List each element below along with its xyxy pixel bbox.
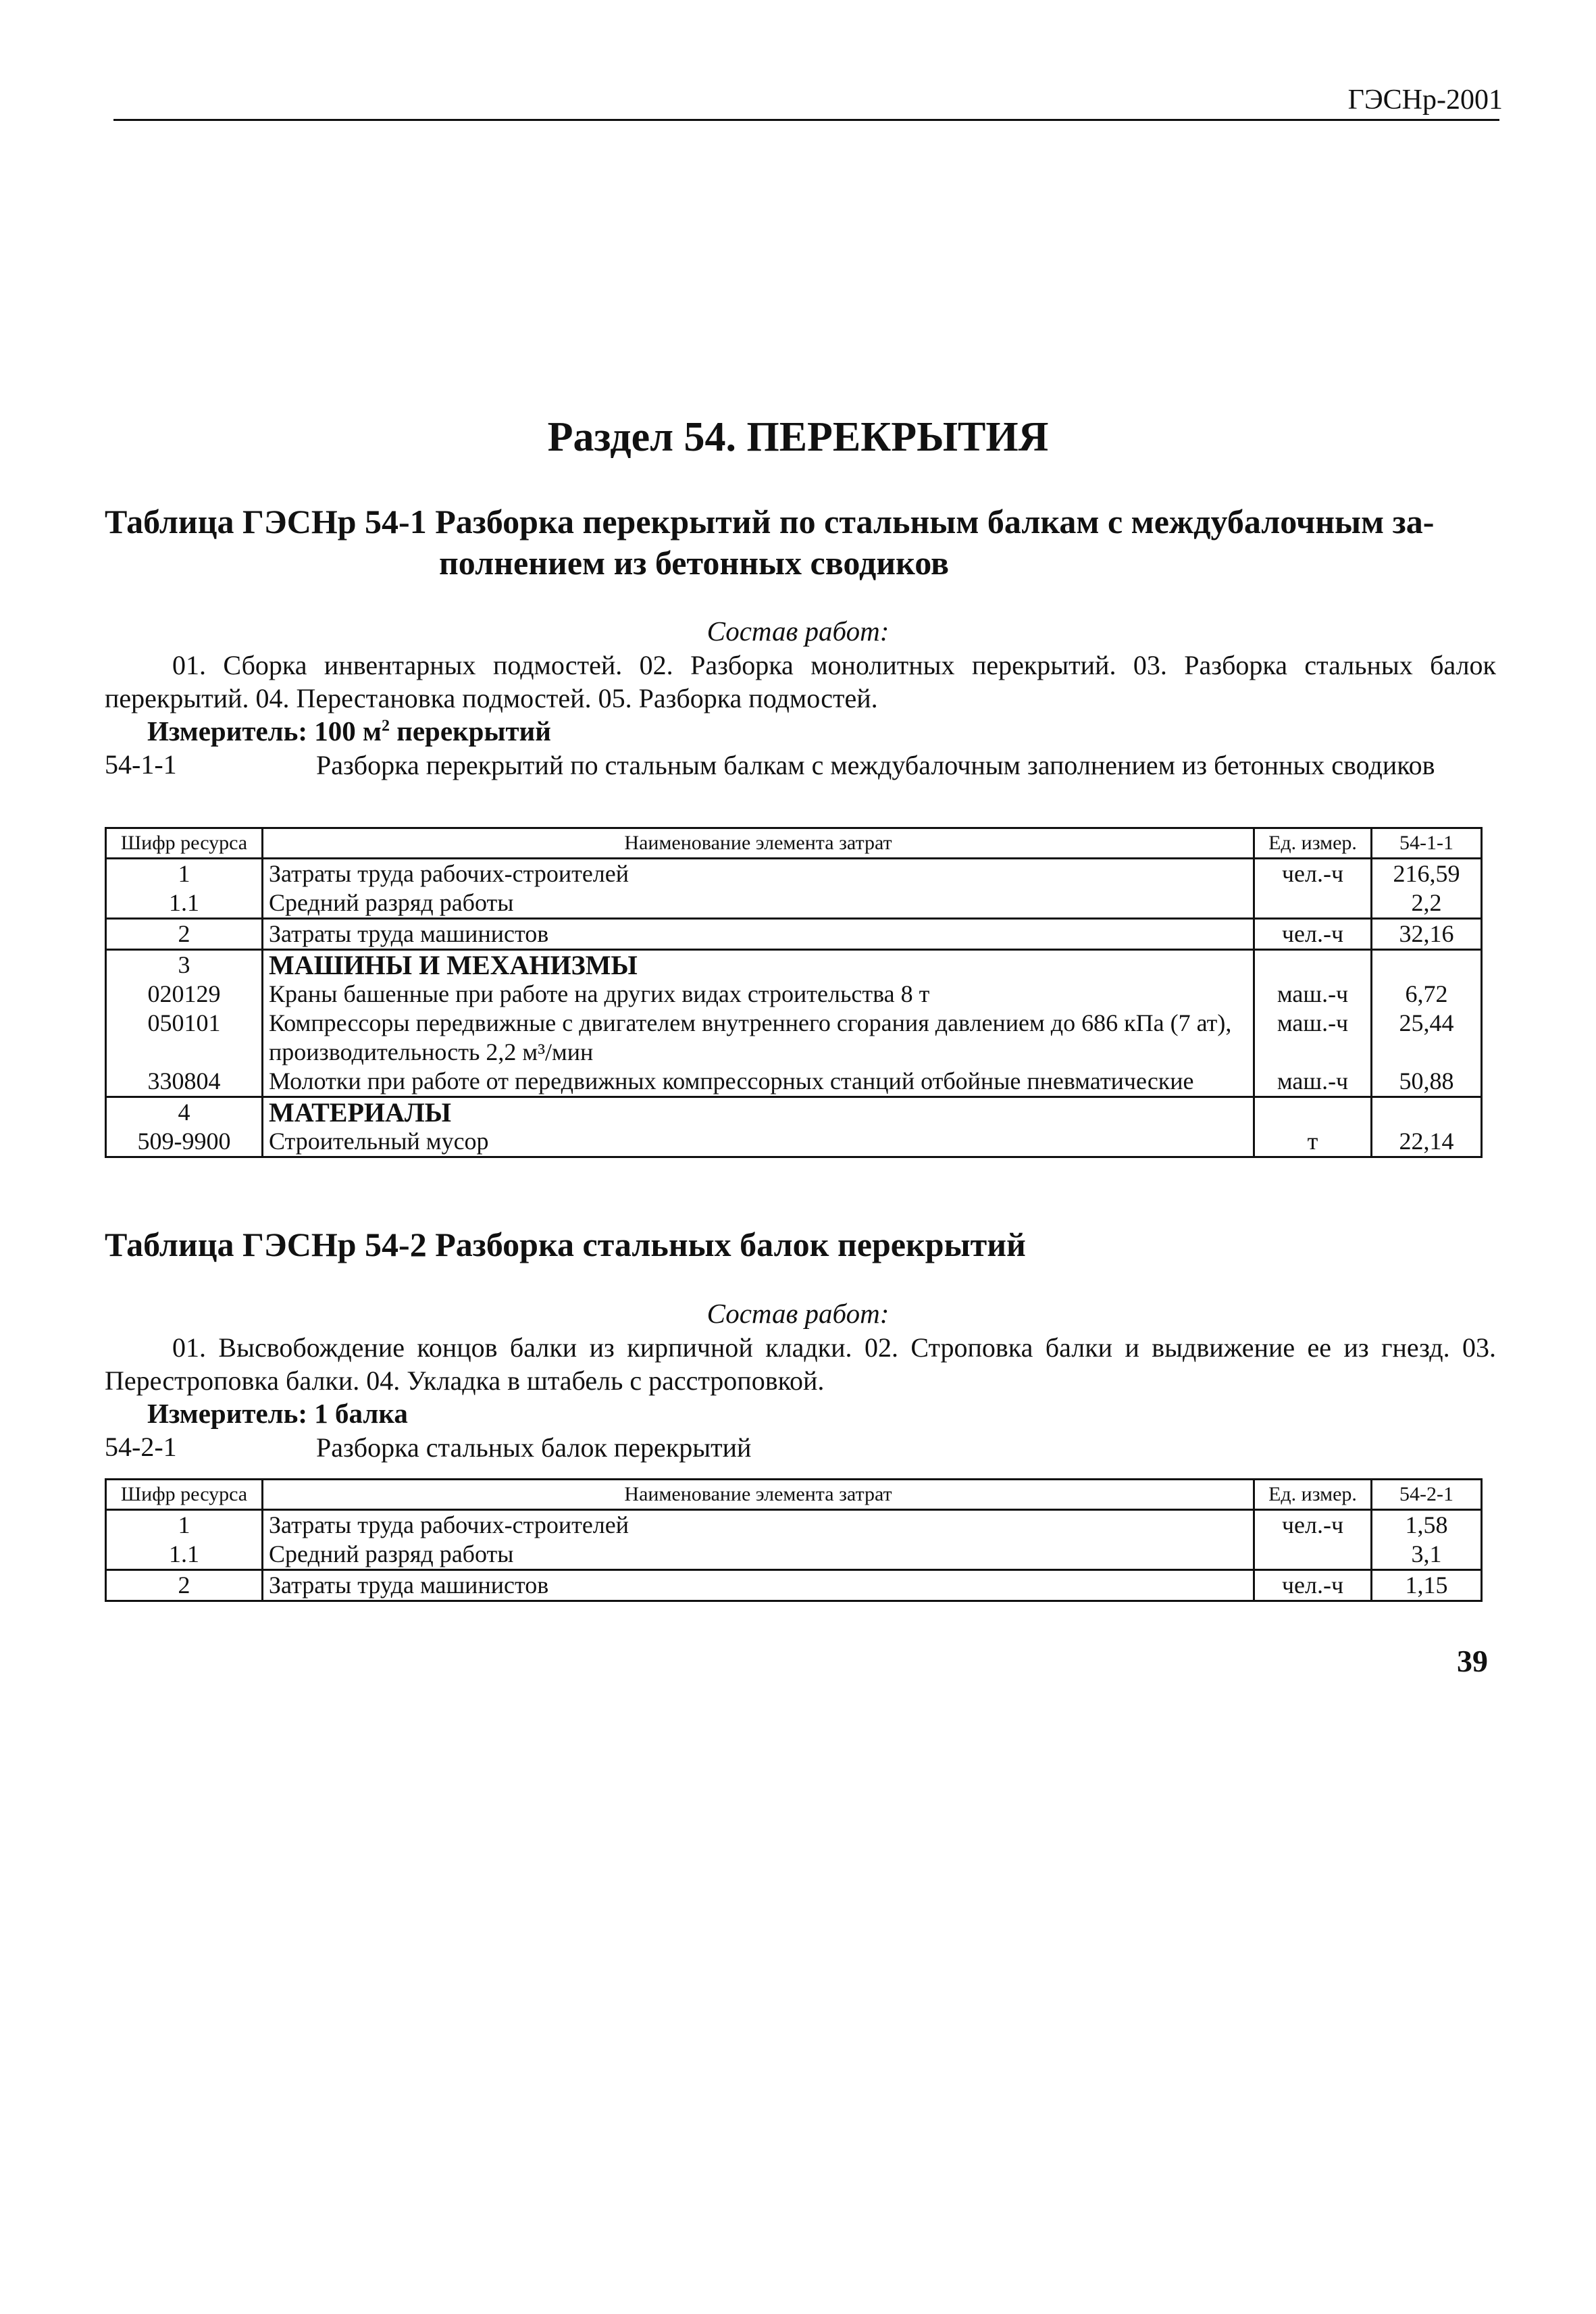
- table1-title-line2: полнением из бетонных сводиков: [439, 544, 949, 582]
- row-value: 1,58: [1372, 1510, 1482, 1540]
- measure-label: Измеритель:: [147, 1398, 308, 1429]
- row-name: Компрессоры передвижные с двигателем внутреннего сгорания давлением до 686 кПа (7 ат), производительность 2,2 м³/мин: [263, 1009, 1254, 1067]
- table-row: [106, 859, 1482, 889]
- row-value: [1372, 950, 1482, 980]
- row-unit: маш.-ч: [1254, 1009, 1372, 1067]
- measure-sup: 2: [381, 717, 390, 735]
- row-code: 2: [106, 919, 263, 950]
- table1-composition-text: 01. Сборка инвентарных подмостей. 02. Разборка монолитных перекрытий. 03. Разборка стальных балок перекрытий. 04. Перестановка подмостей. 05. Разборка подмостей.: [105, 650, 1496, 714]
- row-code: 1: [106, 859, 263, 889]
- col-value-header: 54-1-1: [1372, 828, 1482, 859]
- row-code: 1: [106, 1510, 263, 1540]
- row-code: 020129: [106, 980, 263, 1009]
- row-code: 1.1: [106, 1540, 263, 1570]
- table2-rate-name: Разборка стальных балок перекрытий: [316, 1432, 752, 1463]
- row-value: 25,44: [1372, 1009, 1482, 1067]
- table1-title: [105, 501, 1496, 584]
- row-value: 1,15: [1372, 1570, 1482, 1601]
- row-name: Средний разряд работы: [263, 1540, 1254, 1570]
- row-unit: чел.-ч: [1254, 859, 1372, 889]
- table1-measure: [147, 715, 551, 747]
- row-value: 2,2: [1372, 888, 1482, 919]
- row-name: Затраты труда рабочих-строителей: [263, 1510, 1254, 1540]
- row-name: Затраты труда машинистов: [263, 919, 1254, 950]
- table2-title: Таблица ГЭСНр 54-2 Разборка стальных балок перекрытий: [105, 1226, 1026, 1263]
- row-code: 3: [106, 950, 263, 980]
- table2-costs: [105, 1478, 1483, 1602]
- table1-rate-name: Разборка перекрытий по стальным балкам с междубалочным заполнением из бетонных сводиков: [316, 750, 1435, 780]
- table-row: [106, 950, 1482, 980]
- row-unit: [1254, 1540, 1372, 1570]
- col-name-header: Наименование элемента затрат: [263, 1480, 1254, 1510]
- table-row: [106, 888, 1482, 919]
- col-unit-header: Ед. измер.: [1254, 828, 1372, 859]
- col-value-header: 54-2-1: [1372, 1480, 1482, 1510]
- table-row: [106, 1510, 1482, 1540]
- row-unit: маш.-ч: [1254, 980, 1372, 1009]
- col-code-header: Шифр ресурса: [106, 828, 263, 859]
- row-unit: маш.-ч: [1254, 1067, 1372, 1097]
- page-number: 39: [1457, 1644, 1488, 1678]
- table1-rate-code: 54-1-1: [105, 749, 177, 780]
- table1-title-line1: Таблица ГЭСНр 54-1 Разборка перекрытий по стальным балкам с междубалочным за-: [105, 503, 1435, 540]
- table2-composition-head: Состав работ:: [706, 1298, 890, 1329]
- table2-composition-text: 01. Высвобождение концов балки из кирпичной кладки. 02. Строповка балки и выдвижение ее из гнезд. 03. Перестроповка балки. 04. Укладка в штабель с расстроповкой.: [105, 1332, 1496, 1397]
- measure-value: 100 м: [314, 715, 382, 747]
- row-name: Молотки при работе от передвижных компрессорных станций отбойные пневматические: [263, 1067, 1254, 1097]
- row-value: 6,72: [1372, 980, 1482, 1009]
- row-name: Затраты труда рабочих-строителей: [263, 859, 1254, 889]
- row-code: 4: [106, 1097, 263, 1128]
- row-unit: чел.-ч: [1254, 919, 1372, 950]
- section-title: Раздел 54. ПЕРЕКРЫТИЯ: [547, 414, 1049, 460]
- col-code-header: Шифр ресурса: [106, 1480, 263, 1510]
- row-unit: т: [1254, 1127, 1372, 1157]
- measure-label: Измеритель:: [147, 715, 308, 747]
- col-unit-header: Ед. измер.: [1254, 1480, 1372, 1510]
- measure-unit: перекрытий: [396, 715, 551, 747]
- row-unit: [1254, 1097, 1372, 1128]
- row-code: 330804: [106, 1067, 263, 1097]
- table-row: [106, 1570, 1482, 1601]
- table-row: [106, 1067, 1482, 1097]
- row-unit: [1254, 950, 1372, 980]
- table-row: [106, 1097, 1482, 1128]
- table-row: [106, 1540, 1482, 1570]
- table-row: [106, 919, 1482, 950]
- row-code: 1.1: [106, 888, 263, 919]
- table1-composition-head: Состав работ:: [706, 615, 890, 647]
- row-value: 3,1: [1372, 1540, 1482, 1570]
- table1-costs: [105, 827, 1483, 1158]
- table2-measure: [147, 1397, 408, 1430]
- measure-value: 1 балка: [314, 1398, 408, 1429]
- table-row: [106, 1127, 1482, 1157]
- row-code: 050101: [106, 1009, 263, 1067]
- row-name: Строительный мусор: [263, 1127, 1254, 1157]
- table2-rate-code: 54-2-1: [105, 1432, 177, 1462]
- row-unit: [1254, 888, 1372, 919]
- group-heading: МАШИНЫ И МЕХАНИЗМЫ: [263, 950, 1254, 980]
- row-value: 216,59: [1372, 859, 1482, 889]
- row-code: 2: [106, 1570, 263, 1601]
- table-header-row: [106, 1480, 1482, 1510]
- row-unit: чел.-ч: [1254, 1570, 1372, 1601]
- row-value: 22,14: [1372, 1127, 1482, 1157]
- row-unit: чел.-ч: [1254, 1510, 1372, 1540]
- table-header-row: [106, 828, 1482, 859]
- document-code: ГЭСНр-2001: [1347, 84, 1503, 116]
- group-heading: МАТЕРИАЛЫ: [263, 1097, 1254, 1128]
- row-value: [1372, 1097, 1482, 1128]
- table-row: [106, 980, 1482, 1009]
- row-value: 32,16: [1372, 919, 1482, 950]
- col-name-header: Наименование элемента затрат: [263, 828, 1254, 859]
- table-row: [106, 1009, 1482, 1067]
- header-rule: [113, 119, 1499, 121]
- row-name: Краны башенные при работе на других видах строительства 8 т: [263, 980, 1254, 1009]
- row-code: 509-9900: [106, 1127, 263, 1157]
- row-name: Затраты труда машинистов: [263, 1570, 1254, 1601]
- row-name: Средний разряд работы: [263, 888, 1254, 919]
- row-value: 50,88: [1372, 1067, 1482, 1097]
